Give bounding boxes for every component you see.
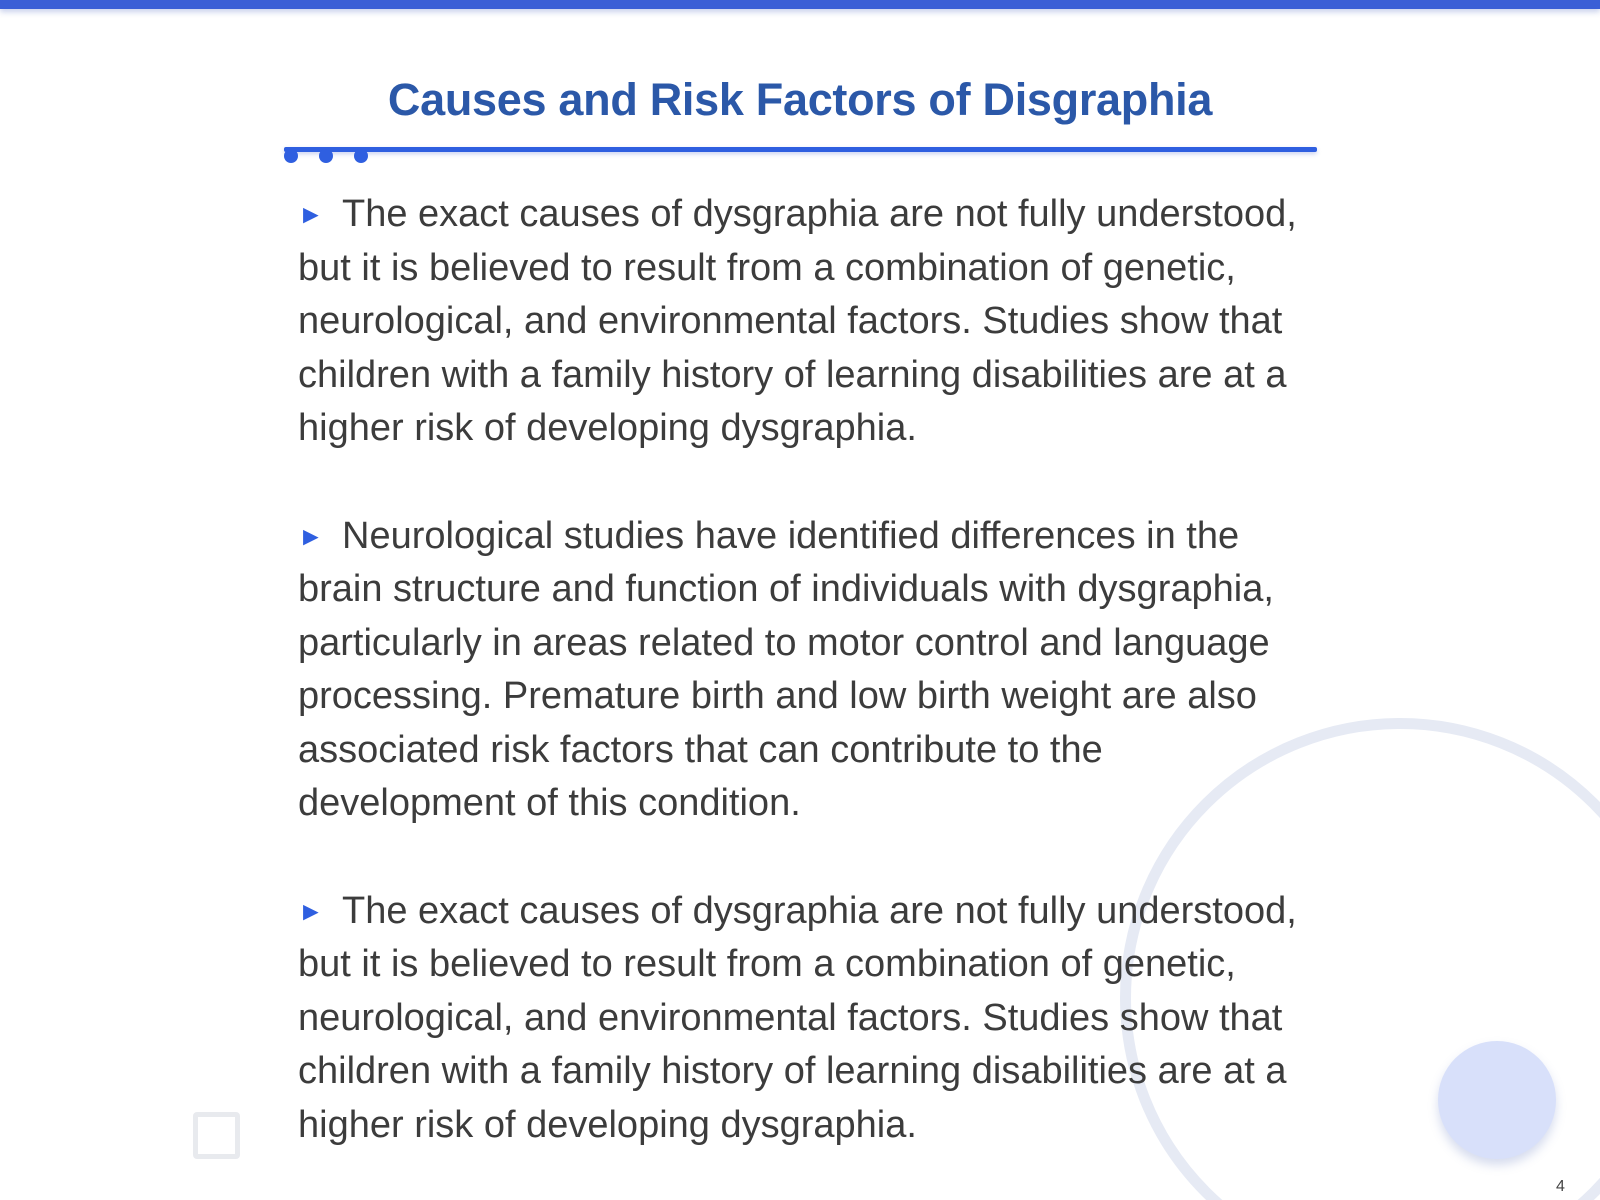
bullet-text: The exact causes of dysgraphia are not fully understood, but it is believed to result from a combination of genetic, neurological, and environmental factors. Studies show that children with a family history of learning disabilities are at a higher risk of developing dysgraphia. <box>298 889 1297 1146</box>
bullet-item <box>298 510 1298 831</box>
triangle-bullet-icon: ► <box>298 199 324 229</box>
underline-dot <box>319 149 333 163</box>
decorative-square <box>193 1112 240 1159</box>
bullet-text: Neurological studies have identified differences in the brain structure and function of individuals with dysgraphia, particularly in areas related to motor control and language processing. Premature birth and low birth weight are also associated risk factors that can contribute to the development of this condition. <box>298 514 1274 824</box>
underline-dot <box>284 149 298 163</box>
page-number: 4 <box>1556 1178 1565 1195</box>
triangle-bullet-icon: ► <box>298 895 324 926</box>
bullet-item <box>298 188 1298 456</box>
bullet-item <box>298 885 1298 1153</box>
title-underline <box>284 147 1317 152</box>
decorative-circle <box>1438 1041 1556 1159</box>
top-accent-bar <box>0 0 1600 9</box>
bullet-list <box>298 188 1298 1200</box>
bullet-text: The exact causes of dysgraphia are not fully understood, but it is believed to result from a combination of genetic, neurological, and environmental factors. Studies show that children with a family history of learning disabilities are at a higher risk of developing dysgraphia. <box>298 193 1297 449</box>
slide-title: Causes and Risk Factors of Disgraphia <box>387 74 1213 125</box>
underline-dot <box>354 149 368 163</box>
triangle-bullet-icon: ► <box>298 520 324 551</box>
